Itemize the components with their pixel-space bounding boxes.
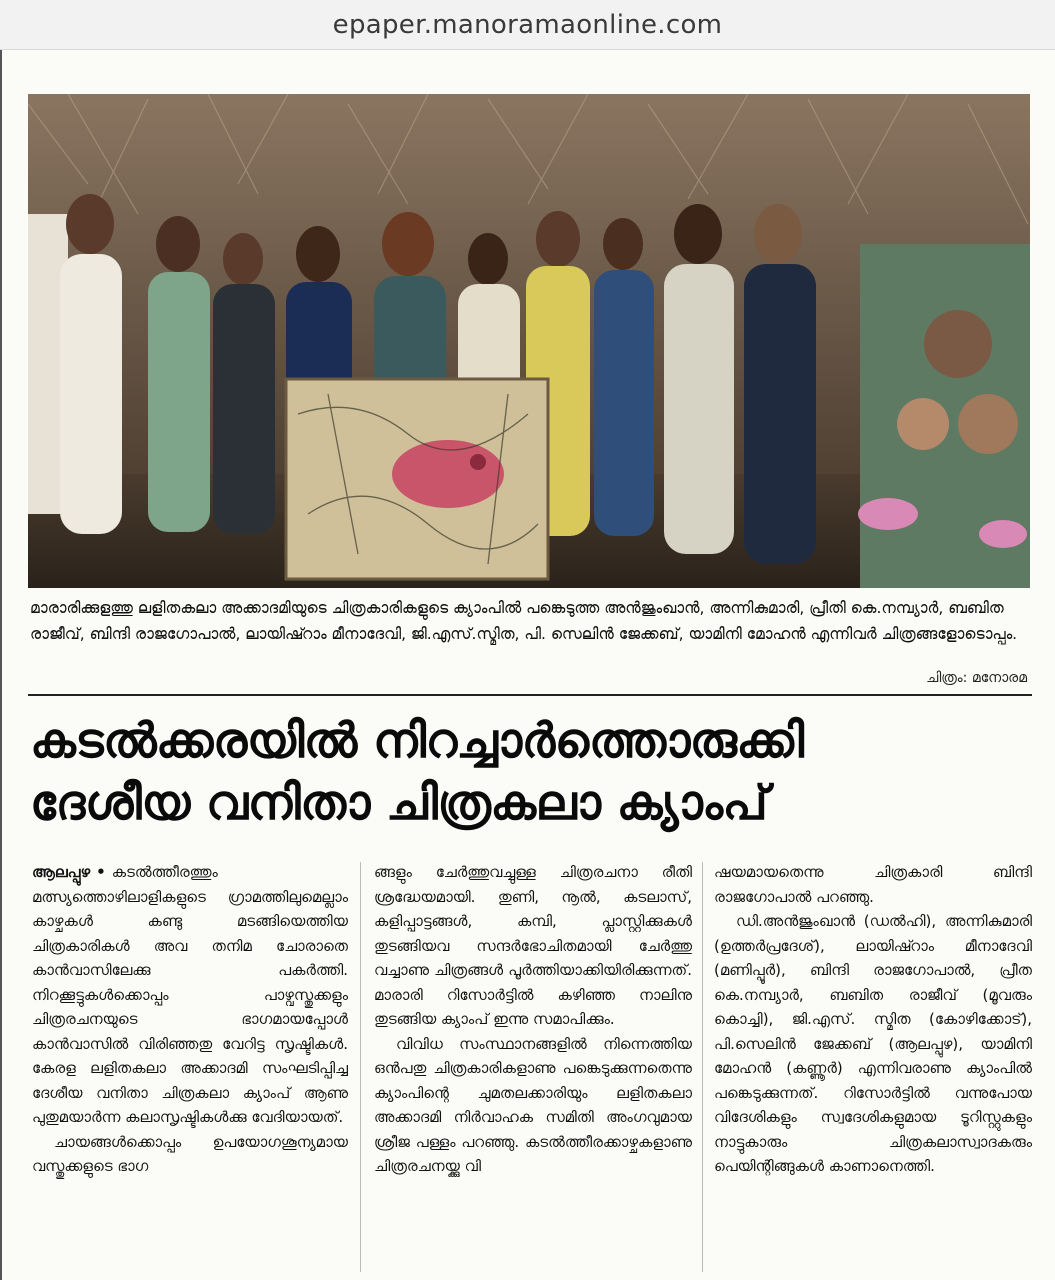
headline-line-2: ദേശീയ വനിതാ ചിത്രകലാ ക്യാംപ് [30, 775, 768, 831]
browser-url-bar[interactable] [0, 0, 1055, 50]
article-headline [30, 710, 1030, 834]
newspaper-page [0, 50, 1055, 1280]
article-column-2 [374, 860, 692, 1280]
group-photo [28, 94, 1030, 588]
photo-illustration [28, 94, 1030, 588]
photo-credit: ചിത്രം: മനോരമ [926, 670, 1027, 686]
dateline-bullet: • [96, 863, 106, 881]
article-column-1 [32, 860, 348, 1280]
dateline: ആലപ്പുഴ [32, 863, 91, 881]
paragraph: ങ്ങളും ചേർത്തുവച്ചുള്ള ചിത്രരചനാ രീതി ശ്രദ്ധേയമായി. തുണി, നൂൽ, കടലാസ്, കളിപ്പാട്ടങ്ങൾ, കമ്പി, പ്ലാസ്റ്റിക്കുകൾ തുടങ്ങിയവ സന്ദർഭോചിതമായി ചേർത്തു വച്ചാണു ചിത്രങ്ങൾ പൂർത്തിയാക്കിയിരിക്കുന്നത്. മാരാരി റിസോർട്ടിൽ കഴിഞ്ഞ നാലിനു തുടങ്ങിയ ക്യാംപ് ഇന്നു സമാപിക്കും. [374, 863, 692, 1028]
paragraph: ഷയമായതെന്നു ചിത്രകാരി ബിന്ദി രാജഗോപാൽ പറഞ്ഞു. [714, 863, 1032, 906]
article-column-3 [714, 860, 1032, 1280]
paragraph: ചായങ്ങൾക്കൊപ്പം ഉപയോഗശൂന്യമായ വസ്തുക്കളുടെ ഭാഗ [32, 1132, 348, 1175]
column-divider [702, 862, 703, 1272]
paragraph: കടൽത്തീരത്തും മത്സ്യത്തൊഴിലാളികളുടെ ഗ്രാമത്തിലുമെല്ലാം കാഴ്ചകൾ കണ്ടു മടങ്ങിയെത്തിയ ചിത്രകാരികൾ അവ തനിമ ചോരാതെ കാൻവാസിലേക്കു പകർത്തി. നിറക്കൂട്ടുകൾക്കൊപ്പം പാഴ്വസ്തുക്കളും ചിത്രരചനയുടെ ഭാഗമായപ്പോൾ കാൻവാസിൽ വിരിഞ്ഞതു വേറിട്ട സൃഷ്ടികൾ. കേരള ലളിതകലാ അക്കാദമി സംഘടിപ്പിച്ച ദേശീയ വനിതാ ചിത്രകലാ ക്യാംപ് ആണു പുതുമയാർന്ന കലാസൃഷ്ടികൾക്കു വേദിയായത്. [32, 863, 348, 1126]
paragraph: ഡി.അൻജുംഖാൻ (ഡൽഹി), അന്നികുമാരി (ഉത്തർപ്രദേശ്), ലായിഷ്റാം മീനാദേവി (മണിപ്പൂർ), ബിന്ദി രാജഗോപാൽ, പ്രീത കെ.നമ്പ്യാർ, ബബിത രാജീവ് (മൂവരും കൊച്ചി), ജി.എസ്. സ്മിത (കോഴിക്കോട്), പി.സെലിൻ ജേക്കബ് (ആലപ്പുഴ), യാമിനി മോഹൻ (കണ്ണൂർ) എന്നിവരാണു ക്യാംപിൽ പങ്കെടുക്കുന്നത്. റിസോർട്ടിൽ വന്നുപോയ വിദേശികളും സ്വദേശികളുമായ ടൂറിസ്റ്റുകളും നാട്ടുകാരും ചിത്രകലാസ്വാദകരും പെയിന്റിങ്ങുകൾ കാണാനെത്തി. [714, 912, 1032, 1175]
paragraph: വിവിധ സംസ്ഥാനങ്ങളിൽ നിന്നെത്തിയ ഒൻപതു ചിത്രകാരികളാണു പങ്കെടുക്കുന്നതെന്നു ക്യാംപിന്റെ ചുമതലക്കാരിയും ലളിതകലാ അക്കാദമി നിർവാഹക സമിതി അംഗവുമായ ശ്രീജ പള്ളം പറഞ്ഞു. കടൽത്തീരക്കാഴ്ചകളാണു ചിത്രരചനയ്ക്കു വി [374, 1034, 692, 1175]
url-text[interactable]: epaper.manoramaonline.com [332, 9, 723, 40]
divider [28, 694, 1032, 696]
column-divider [360, 862, 361, 1272]
headline-line-1: കടൽക്കരയിൽ നിറച്ചാർത്തൊരുക്കി [30, 713, 804, 769]
photo-caption: മാരാരിക്കുളത്തു ലളിതകലാ അക്കാദമിയുടെ ചിത്രകാരികളുടെ ക്യാംപിൽ പങ്കെടുത്ത അൻജുംഖാൻ, അന്നികുമാരി, പ്രീതി കെ.നമ്പ്യാർ, ബബിത രാജീവ്, ബിന്ദി രാജഗോപാൽ, ലായിഷ്റാം മീനാദേവി, ജി.എസ്.സ്മിത, പി. സെലിൻ ജേക്കബ്, യാമിനി മോഹൻ എന്നിവർ ചിത്രങ്ങളോടൊപ്പം. [30, 599, 1018, 643]
